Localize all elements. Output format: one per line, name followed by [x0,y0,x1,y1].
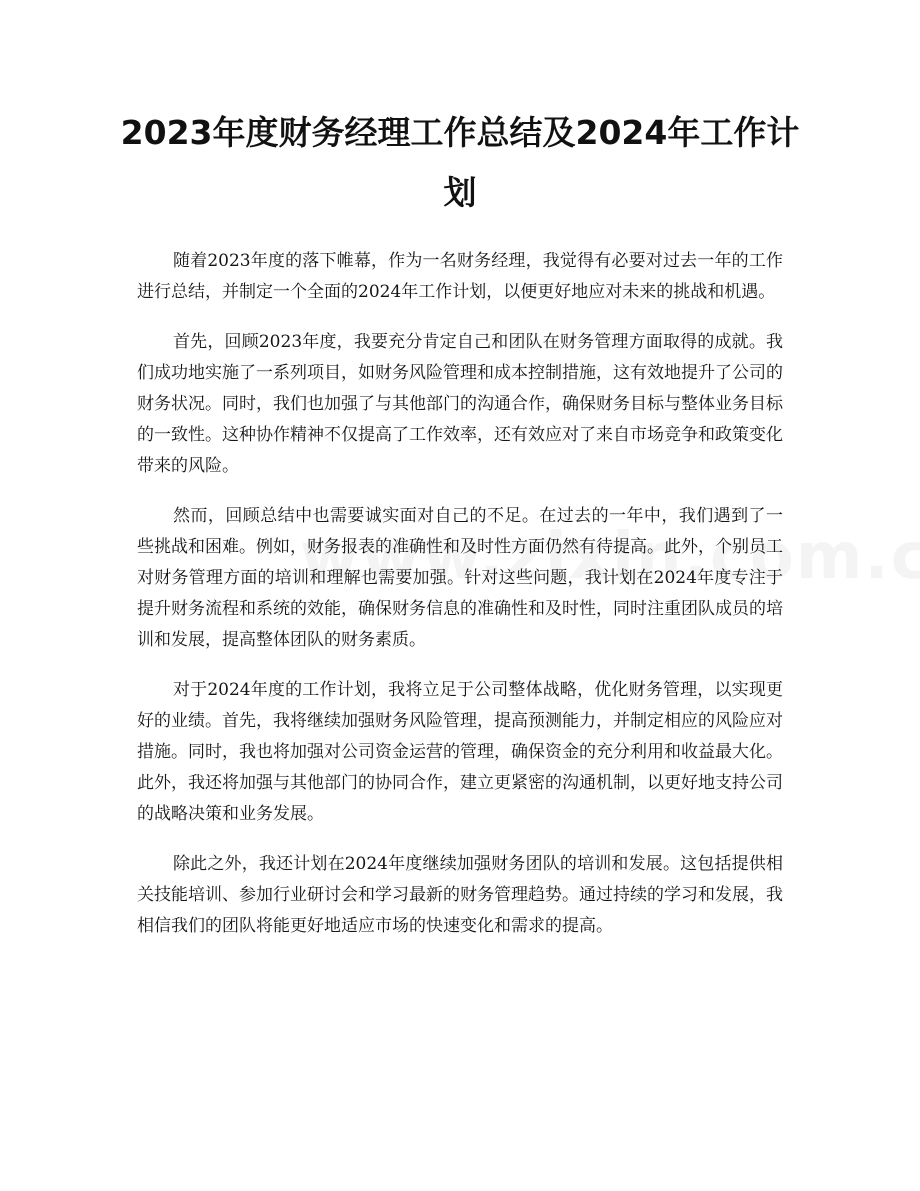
document-title: 2023年度财务经理工作总结及2024年工作计划 [120,113,800,212]
paragraph-work-plan: 对于2024年度的工作计划，我将立足于公司整体战略，优化财务管理，以实现更好的业绩。首先，我将继续加强财务风险管理，提高预测能力，并制定相应的风险应对措施。同时，我也将加强对公司资金运营的管理，确保资金的充分利用和收益最大化。此外，我还将加强与其他部门的协同合作，建立更紧密的沟通机制，以更好地支持公司的战略决策和业务发展。 [137,680,783,824]
paragraph-team-training: 除此之外，我还计划在2024年度继续加强财务团队的培训和发展。这包括提供相关技能培训、参加行业研讨会和学习最新的财务管理趋势。通过持续的学习和发展，我相信我们的团队将能更好地适应市场的快速变化和需求的提高。 [137,854,783,936]
paragraph-achievements: 首先，回顾2023年度，我要充分肯定自己和团队在财务管理方面取得的成就。我们成功地实施了一系列项目，如财务风险管理和成本控制措施，这有效地提升了公司的财务状况。同时，我们也加强了与其他部门的沟通合作，确保财务目标与整体业务目标的一致性。这种协作精神不仅提高了工作效率，还有效应对了来自市场竞争和政策变化带来的风险。 [137,332,783,476]
paragraph-intro: 随着2023年度的落下帷幕，作为一名财务经理，我觉得有必要对过去一年的工作进行总结，并制定一个全面的2024年工作计划，以便更好地应对未来的挑战和机遇。 [137,251,783,302]
paragraph-shortcomings: 然而，回顾总结中也需要诚实面对自己的不足。在过去的一年中，我们遇到了一些挑战和困难。例如，财务报表的准确性和及时性方面仍然有待提高。此外，个别员工对财务管理方面的培训和理解也需要加强。针对这些问题，我计划在2024年度专注于提升财务流程和系统的效能，确保财务信息的准确性和及时性，同时注重团队成员的培训和发展，提高整体团队的财务素质。 [137,506,783,650]
document-body [137,246,783,961]
